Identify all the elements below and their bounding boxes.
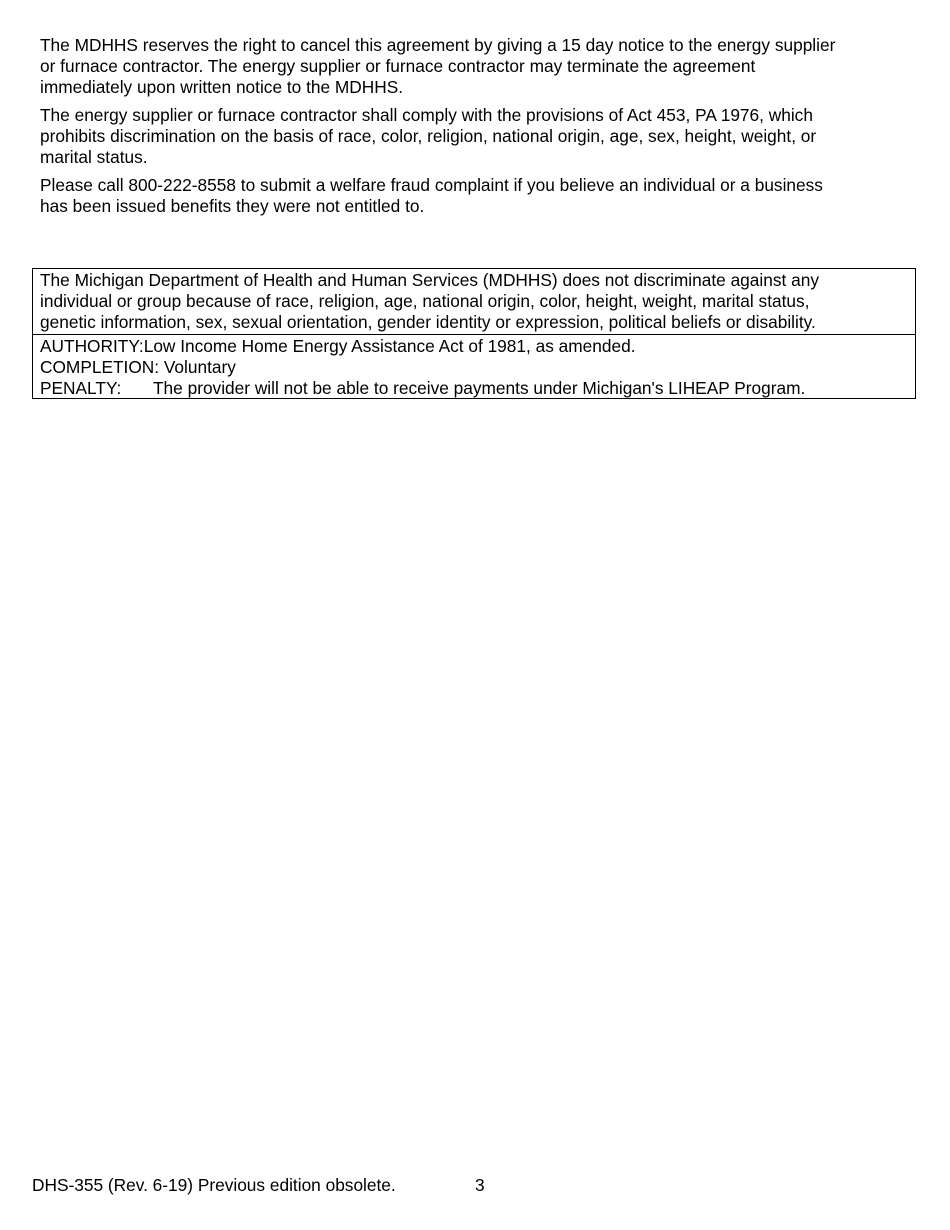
text-line: individual or group because of race, religion, age, national origin, color, height, weight, marital status, [40,291,810,311]
text-line: genetic information, sex, sexual orientation, gender identity or expression, political beliefs or disability. [40,312,816,332]
compliance-paragraph [40,105,816,168]
text-line: has been issued benefits they were not entitled to. [40,196,425,216]
text-line: Please call 800-222-8558 to submit a welfare fraud complaint if you believe an individual or a business [40,175,823,195]
text-line: immediately upon written notice to the MDHHS. [40,77,404,97]
text-line: The energy supplier or furnace contractor shall comply with the provisions of Act 453, PA 1976, which [40,105,813,125]
authority-text: Low Income Home Energy Assistance Act of 1981, as amended. [143,336,636,356]
authority-label: AUTHORITY: [40,336,144,356]
box-divider [33,334,915,335]
completion-text: Voluntary [159,357,236,377]
text-line: The MDHHS reserves the right to cancel this agreement by giving a 15 day notice to the energy supplier [40,35,836,55]
text-line: or furnace contractor. The energy supplier or furnace contractor may terminate the agreement [40,56,756,76]
authority-line [40,336,805,357]
penalty-label: PENALTY: [40,378,122,398]
completion-label: COMPLETION: [40,357,160,377]
text-line: prohibits discrimination on the basis of race, color, religion, national origin, age, sex, height, weight, or [40,126,817,146]
authority-section [40,336,805,399]
completion-line [40,357,805,378]
penalty-text: The provider will not be able to receive payments under Michigan's LIHEAP Program. [153,378,806,398]
text-line: marital status. [40,147,148,167]
fraud-complaint-paragraph [40,175,823,217]
penalty-line [40,378,805,399]
text-line: The Michigan Department of Health and Human Services (MDHHS) does not discriminate against any [40,270,819,290]
notice-box [32,268,916,399]
cancellation-paragraph [40,35,835,98]
nondiscrimination-statement [40,270,819,333]
form-id-footer: DHS-355 (Rev. 6-19) Previous edition obsolete. [32,1175,396,1195]
page-number: 3 [475,1175,485,1195]
